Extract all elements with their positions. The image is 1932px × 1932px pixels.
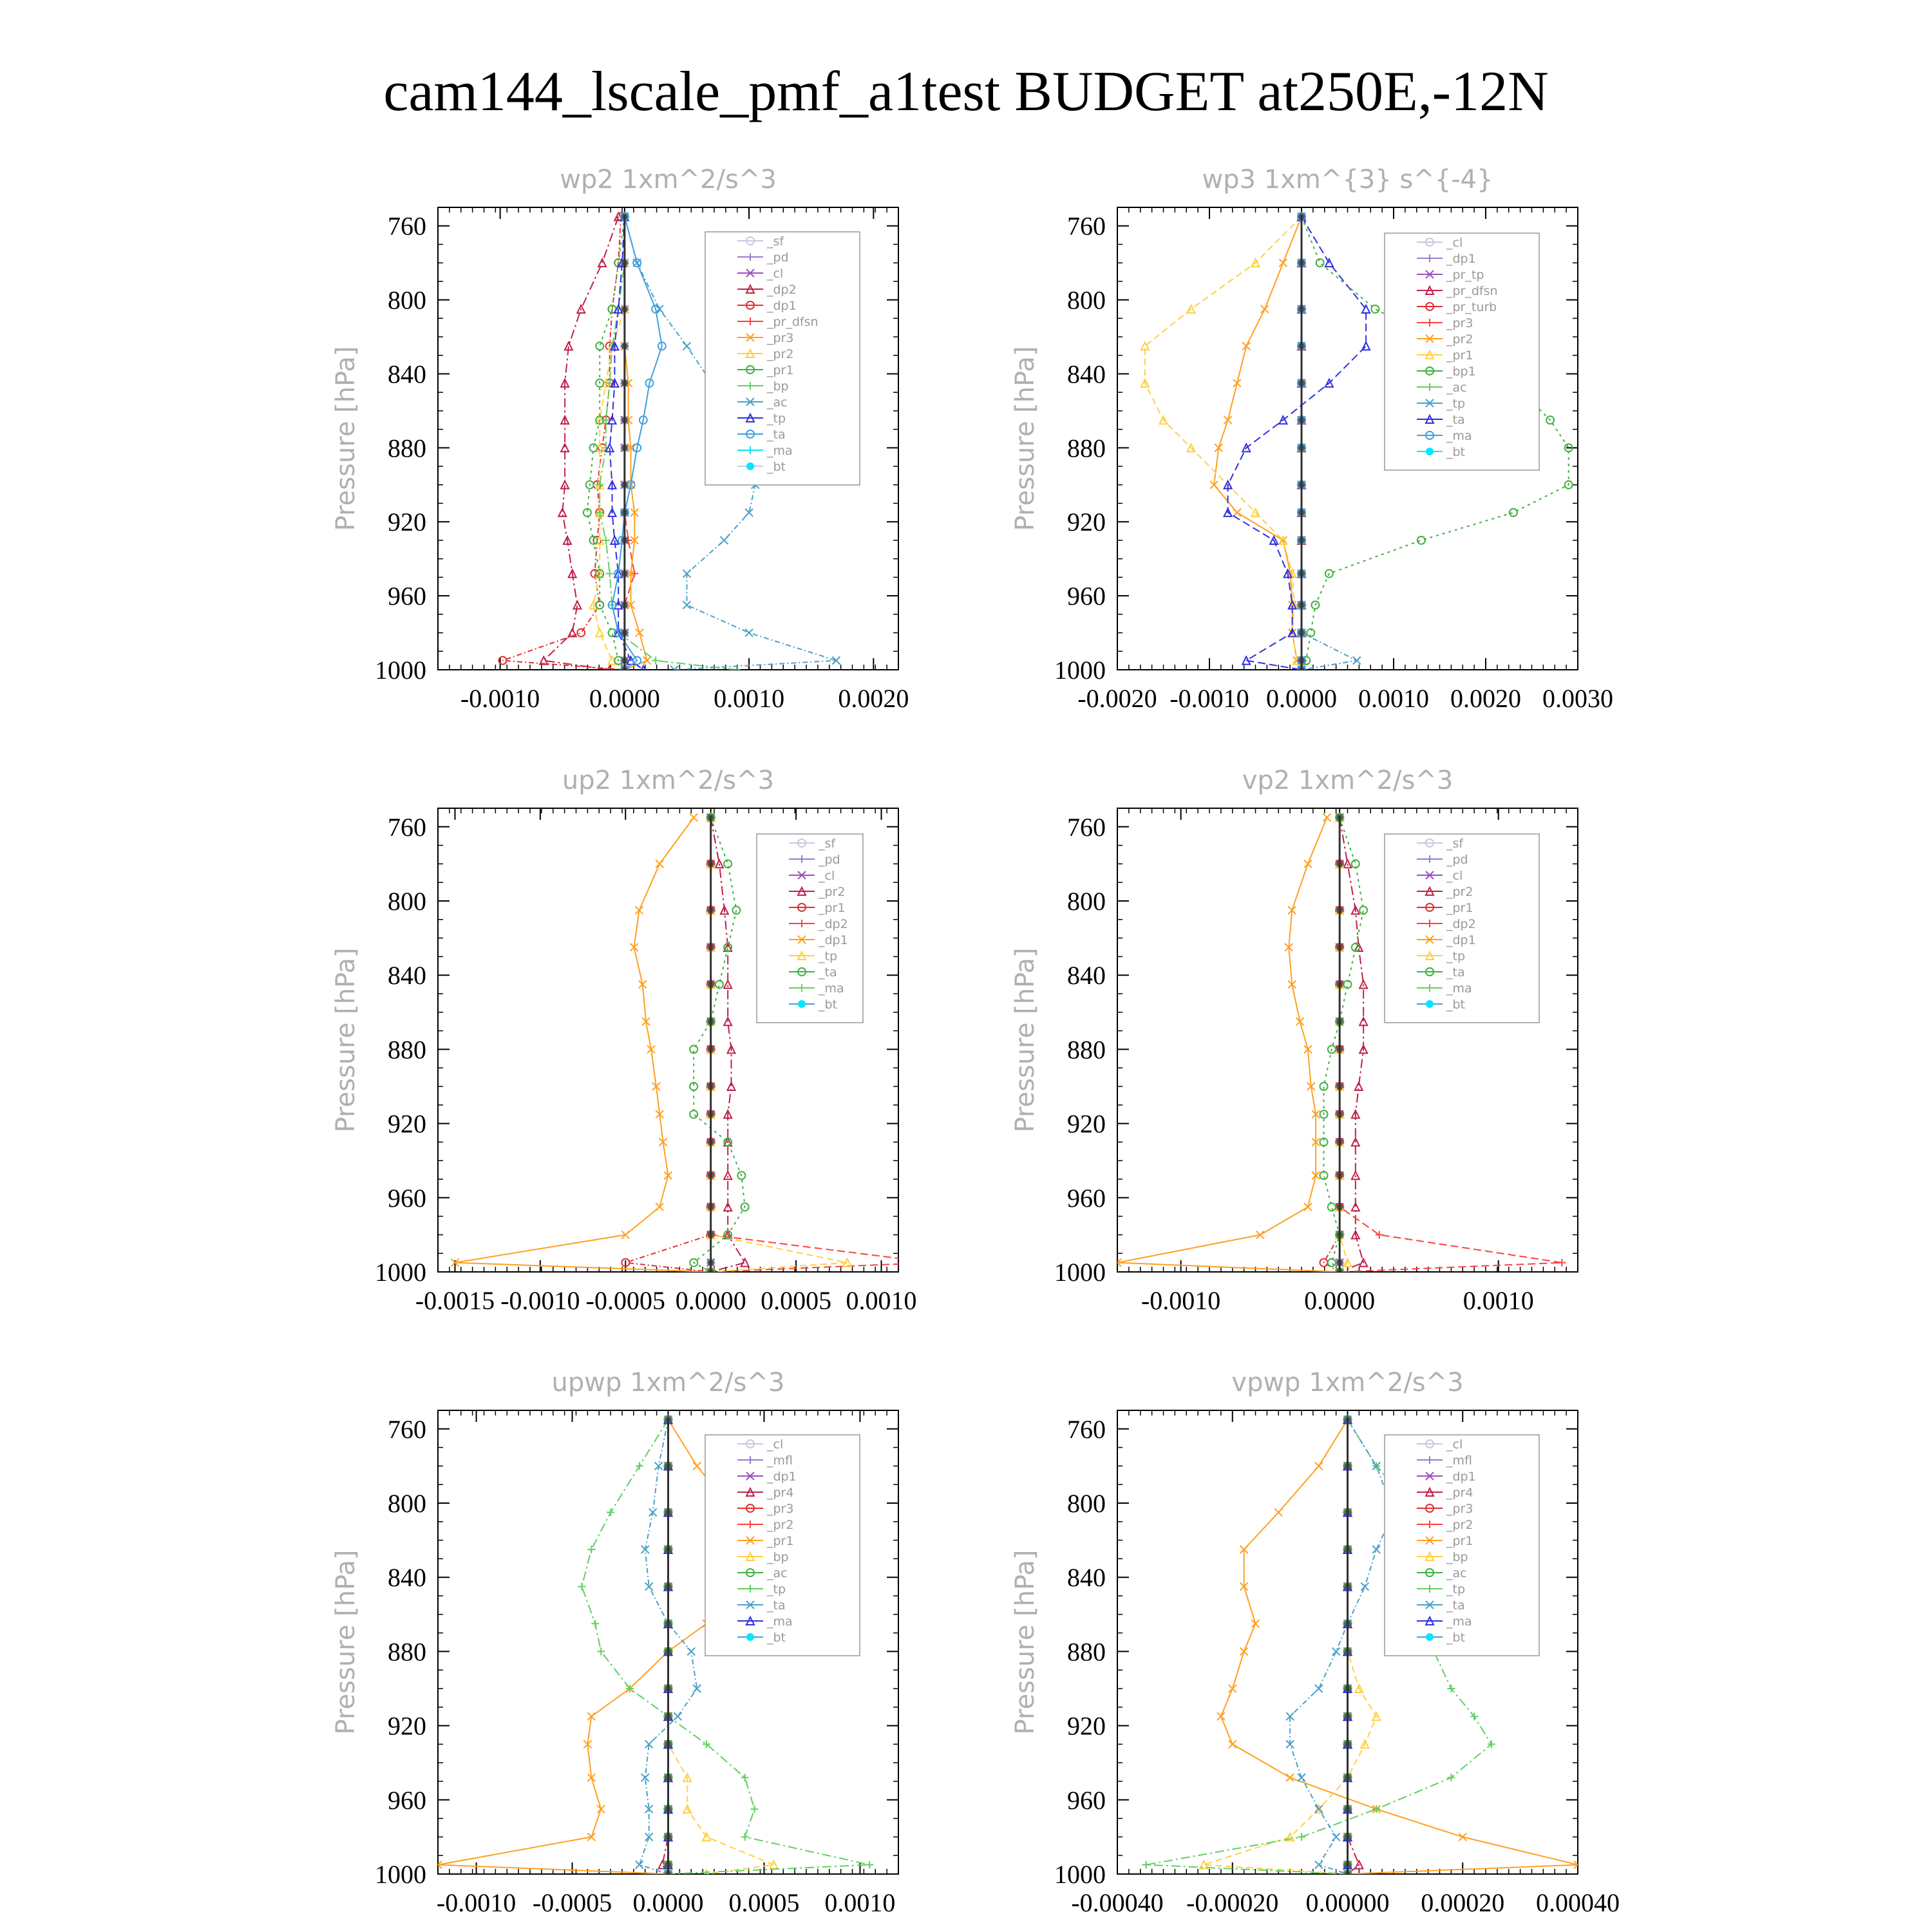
page-title: cam144_lscale_pmf_a1test BUDGET at250E,-12N — [383, 61, 1549, 123]
y-tick-label: 920 — [388, 1711, 426, 1741]
data-point — [693, 1462, 701, 1470]
legend-entry: _dp1 — [767, 1470, 797, 1484]
data-point — [1510, 509, 1517, 516]
x-tick-label: 0.0005 — [728, 1888, 800, 1917]
x-tick-label: 0.0010 — [714, 684, 785, 713]
y-tick-label: 960 — [1067, 1785, 1106, 1815]
x-tick-label: 0.00020 — [1421, 1888, 1505, 1917]
data-point — [674, 1712, 681, 1720]
data-point — [1252, 1620, 1260, 1627]
y-tick-label: 1000 — [1054, 1860, 1106, 1889]
legend — [705, 232, 860, 485]
y-tick-label: 880 — [1067, 433, 1106, 463]
data-point — [1315, 1462, 1323, 1470]
y-tick-label: 800 — [1067, 1489, 1106, 1518]
series-line-tp — [1302, 216, 1357, 670]
legend-entry: _pd — [767, 251, 789, 265]
data-point — [745, 629, 753, 637]
data-point — [1217, 1712, 1225, 1720]
panel-title: wp2 1xm^2/s^3 — [560, 165, 777, 194]
y-tick-label: 920 — [1067, 1109, 1106, 1139]
legend-entry: _cl — [1446, 1437, 1463, 1452]
y-tick-label: 920 — [1067, 507, 1106, 537]
y-tick-label: 960 — [1067, 582, 1106, 611]
legend-entry: _pr1 — [819, 901, 846, 915]
data-point — [1359, 1018, 1367, 1025]
data-point — [1323, 813, 1331, 821]
x-tick-label: -0.0005 — [532, 1888, 612, 1917]
series-group — [451, 813, 936, 1276]
y-tick-label: 880 — [1067, 1035, 1106, 1065]
legend-entry: _sf — [819, 837, 836, 851]
panel-4 — [1010, 766, 1578, 1315]
legend-entry: _pr_tp — [1446, 268, 1484, 282]
legend-entry: _pr4 — [767, 1486, 794, 1500]
legend — [705, 1435, 860, 1656]
y-tick-label: 960 — [388, 1183, 426, 1213]
legend-entry: _pr2 — [1446, 1518, 1473, 1532]
data-point — [1298, 1833, 1305, 1841]
legend-entry: _dp1 — [1446, 933, 1476, 947]
legend-entry: _pr_turb — [1446, 300, 1497, 314]
data-point — [656, 1203, 663, 1211]
legend-entry: _pr2 — [1446, 332, 1473, 346]
data-point — [1316, 259, 1324, 267]
data-point — [683, 601, 690, 609]
data-point — [577, 629, 585, 637]
x-tick-label: 0.0010 — [1463, 1286, 1534, 1315]
data-point — [1240, 1647, 1248, 1655]
legend-entry: _pr3 — [767, 331, 794, 345]
data-point — [1304, 860, 1312, 867]
data-point — [1224, 416, 1232, 424]
legend-entry: _cl — [1446, 869, 1463, 883]
data-point — [636, 1462, 643, 1470]
legend — [1385, 1435, 1539, 1656]
legend-entry: _dp1 — [1446, 252, 1476, 266]
x-tick-label: 0.0020 — [838, 684, 909, 713]
data-point — [1274, 1508, 1282, 1516]
legend-entry: _bp1 — [1446, 365, 1476, 379]
legend-entry: _dp1 — [1446, 1470, 1476, 1484]
data-point — [1279, 259, 1287, 267]
series-line-prdfsn — [625, 216, 634, 670]
legend-entry: _pr_dfsn — [1446, 284, 1498, 298]
data-point — [636, 1861, 643, 1869]
legend-entry: _pd — [1446, 853, 1468, 867]
data-point — [1371, 305, 1379, 313]
data-point — [1261, 305, 1269, 313]
legend-marker — [1426, 1633, 1434, 1641]
data-point — [578, 1583, 585, 1591]
legend-entry: _ma — [1446, 1615, 1472, 1629]
data-point — [596, 342, 603, 350]
y-tick-label: 800 — [1067, 887, 1106, 916]
data-point — [1447, 1774, 1455, 1781]
y-tick-label: 960 — [1067, 1183, 1106, 1213]
data-point — [741, 1833, 749, 1841]
panel-1 — [331, 165, 909, 713]
y-tick-label: 1000 — [375, 1258, 426, 1287]
legend-entry: _cl — [1446, 236, 1463, 250]
x-tick-label: 0.0030 — [1542, 684, 1613, 713]
y-axis-label: Pressure [hPa] — [331, 947, 361, 1133]
data-point — [732, 906, 740, 914]
legend-entry: _pr3 — [767, 1502, 794, 1516]
data-point — [1328, 1203, 1336, 1211]
data-point — [727, 1083, 735, 1090]
series-line-ta — [1228, 216, 1367, 670]
legend-entry: _tp — [1446, 397, 1466, 411]
data-point — [1417, 536, 1425, 544]
data-point — [591, 1620, 599, 1627]
data-point — [724, 981, 732, 989]
legend-entry: _pr_dfsn — [767, 315, 819, 329]
y-tick-label: 920 — [1067, 1711, 1106, 1741]
x-tick-label: -0.0015 — [415, 1286, 495, 1315]
y-tick-label: 1000 — [375, 1860, 426, 1889]
panel-title: upwp 1xm^2/s^3 — [551, 1368, 785, 1397]
legend-entry: _dp2 — [767, 283, 797, 297]
y-tick-label: 1000 — [1054, 656, 1106, 685]
legend — [757, 834, 863, 1023]
y-axis-label: Pressure [hPa] — [1010, 947, 1040, 1133]
x-tick-label: 0.0010 — [824, 1888, 896, 1917]
legend-entry: _bt — [1446, 998, 1466, 1012]
legend-entry: _pr2 — [819, 885, 846, 899]
legend-marker — [798, 1000, 806, 1008]
series-line-dp1 — [455, 817, 710, 1272]
y-tick-label: 800 — [388, 887, 426, 916]
legend-entry: _ta — [767, 428, 786, 442]
y-axis-label: Pressure [hPa] — [331, 1549, 361, 1735]
panel-title: wp3 1xm^{3} s^{-4} — [1202, 165, 1493, 194]
x-tick-label: -0.0010 — [460, 684, 540, 713]
series-line-ta — [612, 216, 662, 670]
x-tick-label: 0.00000 — [1305, 1888, 1390, 1917]
y-tick-label: 960 — [388, 582, 426, 611]
series-line-dp2 — [544, 216, 618, 670]
x-tick-label: -0.0005 — [585, 1286, 665, 1315]
legend-entry: _ta — [1446, 965, 1465, 980]
legend-entry: _dp1 — [767, 299, 797, 313]
y-tick-label: 1000 — [1054, 1258, 1106, 1287]
panel-title: vpwp 1xm^2/s^3 — [1231, 1368, 1464, 1397]
legend-entry: _tp — [819, 949, 838, 963]
legend-entry: _bt — [819, 998, 838, 1012]
data-point — [720, 536, 728, 544]
data-point — [587, 1546, 595, 1553]
y-tick-label: 760 — [388, 211, 426, 241]
legend-entry: _pr3 — [1446, 1502, 1473, 1516]
legend-entry: _bp — [767, 1550, 789, 1564]
legend-entry: _bp — [767, 379, 789, 393]
x-tick-label: 0.0010 — [1358, 684, 1429, 713]
panel-6 — [1010, 1368, 1620, 1917]
data-point — [643, 657, 651, 665]
series-line-ta — [1290, 1419, 1394, 1874]
y-tick-label: 840 — [1067, 961, 1106, 990]
legend-entry: _mfl — [1446, 1454, 1472, 1468]
y-axis-label: Pressure [hPa] — [1010, 346, 1040, 531]
legend-entry: _ma — [1446, 429, 1472, 443]
data-point — [1359, 981, 1367, 989]
legend-entry: _pr2 — [767, 347, 794, 361]
data-point — [1558, 1259, 1566, 1267]
panel-3 — [331, 766, 936, 1315]
y-tick-label: 880 — [388, 433, 426, 463]
legend-entry: _ma — [819, 981, 844, 996]
data-point — [1352, 1203, 1359, 1211]
legend-entry: _pr1 — [1446, 1534, 1473, 1548]
data-point — [1233, 509, 1241, 516]
x-tick-label: 0.0000 — [632, 1888, 704, 1917]
data-point — [1315, 1685, 1323, 1692]
series-line-pr1 — [1145, 216, 1302, 670]
data-point — [1233, 379, 1241, 387]
data-point — [690, 1110, 697, 1118]
legend-entry: _bt — [767, 1631, 786, 1645]
y-tick-label: 880 — [388, 1637, 426, 1667]
x-tick-label: -0.0010 — [1170, 684, 1249, 713]
y-tick-label: 760 — [1067, 211, 1106, 241]
data-point — [683, 342, 690, 350]
x-tick-label: -0.0010 — [500, 1286, 580, 1315]
legend-entry: _pr2 — [767, 1518, 794, 1532]
legend-entry: _cl — [767, 267, 784, 281]
data-point — [636, 629, 643, 637]
legend-entry: _sf — [1446, 837, 1464, 851]
legend-marker — [1426, 1000, 1434, 1008]
y-tick-label: 840 — [388, 961, 426, 990]
legend-entry: _bt — [767, 460, 786, 474]
data-point — [770, 1861, 777, 1869]
data-point — [724, 1171, 732, 1179]
x-tick-label: 0.0000 — [675, 1286, 746, 1315]
panel-title: vp2 1xm^2/s^3 — [1242, 766, 1454, 795]
x-tick-label: 0.00040 — [1536, 1888, 1620, 1917]
data-point — [1332, 1647, 1340, 1655]
data-point — [741, 1774, 749, 1781]
data-point — [656, 860, 663, 867]
data-point — [1315, 1861, 1323, 1869]
data-point — [1142, 1861, 1150, 1869]
y-tick-label: 840 — [1067, 359, 1106, 389]
y-tick-label: 800 — [1067, 285, 1106, 315]
legend-entry: _pr1 — [1446, 348, 1473, 363]
data-point — [1229, 1740, 1236, 1748]
legend-entry: _ac — [1446, 381, 1467, 395]
y-tick-label: 800 — [388, 1489, 426, 1518]
x-tick-label: 0.0010 — [846, 1286, 917, 1315]
data-point — [1332, 1833, 1340, 1841]
data-point — [606, 570, 614, 578]
y-tick-label: 960 — [388, 1785, 426, 1815]
series-line-pr1 — [625, 817, 710, 1272]
legend-entry: _tp — [767, 1582, 786, 1596]
data-point — [1353, 657, 1361, 665]
data-point — [687, 1647, 695, 1655]
legend-entry: _ta — [1446, 413, 1465, 427]
data-point — [1362, 342, 1370, 350]
legend-entry: _pr4 — [1446, 1486, 1473, 1500]
legend-entry: _mfl — [767, 1454, 793, 1468]
y-tick-label: 920 — [388, 1109, 426, 1139]
legend-entry: _bt — [1446, 1631, 1466, 1645]
legend-entry: _pr1 — [767, 363, 794, 377]
legend-entry: _ma — [767, 1615, 793, 1629]
legend-entry: _tp — [1446, 949, 1466, 963]
y-tick-label: 800 — [388, 285, 426, 315]
legend — [1385, 233, 1539, 470]
data-point — [597, 1805, 605, 1813]
legend-entry: _ac — [767, 1566, 788, 1580]
x-tick-label: -0.0010 — [436, 1888, 516, 1917]
legend-entry: _cl — [767, 1437, 784, 1452]
x-tick-label: -0.00020 — [1186, 1888, 1279, 1917]
legend-entry: _tp — [1446, 1582, 1466, 1596]
y-tick-label: 880 — [388, 1035, 426, 1065]
series-line-dp1 — [1117, 817, 1340, 1272]
x-tick-label: -0.0010 — [1141, 1286, 1221, 1315]
y-tick-label: 840 — [388, 1563, 426, 1593]
data-point — [1286, 1774, 1294, 1781]
panel-5 — [331, 1368, 898, 1917]
y-tick-label: 840 — [388, 359, 426, 389]
legend-entry: _cl — [819, 869, 835, 883]
data-point — [733, 666, 741, 674]
legend-entry: _pr3 — [1446, 316, 1473, 330]
panel-title: up2 1xm^2/s^3 — [562, 766, 775, 795]
data-point — [1376, 1231, 1383, 1238]
legend-entry: _dp2 — [819, 917, 848, 931]
legend-entry: _ma — [1446, 981, 1472, 996]
legend-entry: _dp1 — [819, 933, 848, 947]
data-point — [1298, 1774, 1305, 1781]
series-line-ta — [694, 817, 744, 1272]
data-point — [652, 657, 659, 665]
legend-entry: _ta — [767, 1598, 786, 1613]
data-point — [751, 1805, 759, 1813]
data-point — [607, 1508, 614, 1516]
legend-entry: _tp — [767, 412, 786, 426]
y-tick-label: 920 — [388, 507, 426, 537]
y-tick-label: 840 — [1067, 1563, 1106, 1593]
y-tick-label: 880 — [1067, 1637, 1106, 1667]
x-tick-label: 0.0005 — [761, 1286, 832, 1315]
legend-entry: _pr1 — [1446, 901, 1473, 915]
data-point — [598, 259, 606, 267]
legend-entry: _ac — [767, 395, 788, 410]
x-tick-label: 0.0000 — [1266, 684, 1337, 713]
y-tick-label: 760 — [388, 812, 426, 842]
legend-entry: _sf — [767, 234, 784, 249]
legend-entry: _dp2 — [1446, 917, 1476, 931]
legend-marker — [746, 462, 754, 470]
legend-entry: _ma — [767, 444, 793, 458]
legend-entry: _bt — [1446, 445, 1466, 459]
data-point — [1229, 1685, 1236, 1692]
y-tick-label: 760 — [1067, 812, 1106, 842]
data-point — [741, 1259, 749, 1267]
y-tick-label: 760 — [388, 1414, 426, 1444]
x-tick-label: 0.0000 — [589, 684, 660, 713]
x-tick-label: -0.0020 — [1077, 684, 1157, 713]
x-tick-label: -0.00040 — [1071, 1888, 1164, 1917]
legend-entry: _pr2 — [1446, 885, 1473, 899]
legend-marker — [1426, 448, 1434, 455]
data-point — [1372, 1546, 1380, 1553]
y-axis-label: Pressure [hPa] — [331, 346, 361, 531]
y-tick-label: 760 — [1067, 1414, 1106, 1444]
x-tick-label: 0.0000 — [1304, 1286, 1376, 1315]
panel-2 — [1010, 165, 1613, 713]
y-tick-label: 1000 — [375, 656, 426, 685]
legend — [1385, 834, 1539, 1023]
legend-entry: _pd — [819, 853, 840, 867]
data-point — [690, 813, 697, 821]
data-point — [866, 1861, 873, 1869]
data-point — [1304, 1203, 1312, 1211]
data-point — [630, 570, 638, 578]
legend-marker — [746, 1633, 754, 1641]
legend-entry: _bp — [1446, 1550, 1468, 1564]
data-point — [1328, 1259, 1336, 1267]
legend-entry: _ac — [1446, 1566, 1467, 1580]
data-point — [1361, 1583, 1368, 1591]
y-axis-label: Pressure [hPa] — [1010, 1549, 1040, 1735]
legend-entry: _ta — [819, 965, 837, 980]
x-tick-label: 0.0020 — [1450, 684, 1521, 713]
data-point — [929, 1259, 936, 1267]
data-point — [596, 629, 603, 637]
legend-entry: _pr1 — [767, 1534, 794, 1548]
legend-entry: _ta — [1446, 1598, 1465, 1613]
data-point — [1242, 342, 1250, 350]
